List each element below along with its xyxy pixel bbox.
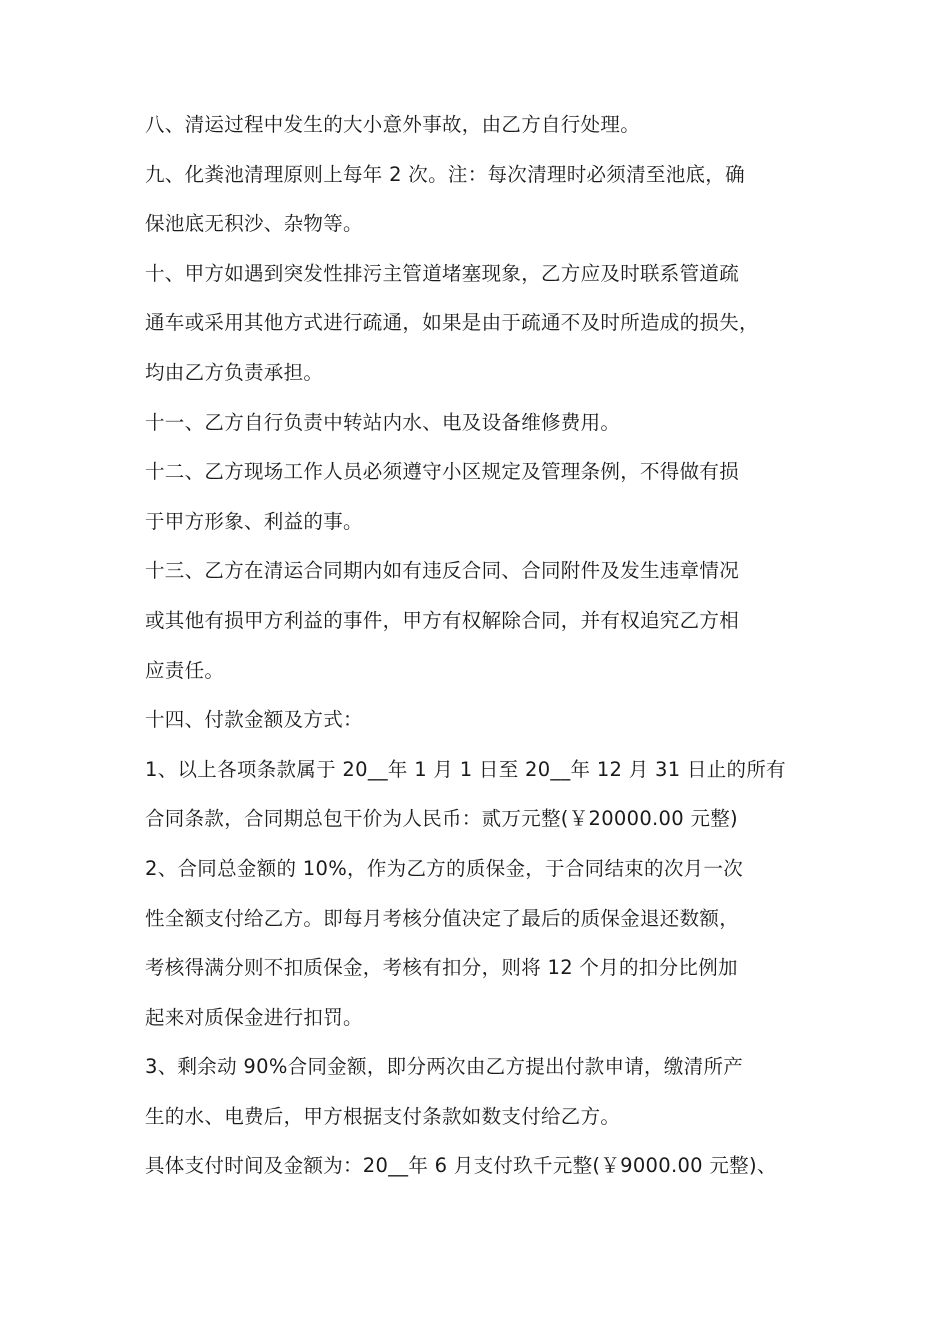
clause-13-line-2: 或其他有损甲方利益的事件，甲方有权解除合同，并有权追究乙方相 <box>145 608 740 632</box>
payment-item-2-line-1: 2、合同总金额的 10%，作为乙方的质保金，于合同结束的次月一次 <box>145 856 744 880</box>
clause-12-line-1: 十二、乙方现场工作人员必须遵守小区规定及管理条例，不得做有损 <box>145 460 740 484</box>
payment-item-2-line-3: 考核得满分则不扣质保金，考核有扣分，则将 12 个月的扣分比例加 <box>145 956 738 980</box>
payment-schedule-line: 具体支付时间及金额为：20__年 6 月支付玖千元整(￥9000.00 元整)、 <box>145 1154 777 1178</box>
clause-10-line-3: 均由乙方负责承担。 <box>145 360 324 384</box>
clause-11-line: 十一、乙方自行负责中转站内水、电及设备维修费用。 <box>145 410 621 434</box>
clause-13-line-3: 应责任。 <box>145 658 225 682</box>
clause-12-line-2: 于甲方形象、利益的事。 <box>145 509 363 533</box>
clause-13-line-1: 十三、乙方在清运合同期内如有违反合同、合同附件及发生违章情况 <box>145 559 740 583</box>
clause-8-line: 八、清运过程中发生的大小意外事故，由乙方自行处理。 <box>145 113 641 136</box>
contract-text <box>145 100 825 1191</box>
payment-item-1-line-1: 1、以上各项条款属于 20__年 1 月 1 日至 20__年 12 月 31 日止的所有 <box>145 757 786 781</box>
clause-14-heading: 十四、付款金额及方式： <box>145 708 363 732</box>
clause-10-line-1: 十、甲方如遇到突发性排污主管道堵塞现象，乙方应及时联系管道疏 <box>145 261 740 285</box>
payment-item-3-line-2: 生的水、电费后，甲方根据支付条款如数支付给乙方。 <box>145 1104 621 1128</box>
payment-item-1-line-2: 合同条款，合同期总包干价为人民币：贰万元整(￥20000.00 元整) <box>145 807 738 831</box>
payment-item-2-line-2: 性全额支付给乙方。即每月考核分值决定了最后的质保金退还数额， <box>145 906 740 930</box>
clause-9-line-1: 九、化粪池清理原则上每年 2 次。注：每次清理时必须清至池底，确 <box>145 162 745 186</box>
payment-item-3-line-1: 3、剩余动 90%合同金额，即分两次由乙方提出付款申请，缴清所产 <box>145 1055 744 1079</box>
payment-item-2-line-4: 起来对质保金进行扣罚。 <box>145 1005 363 1029</box>
clause-9-line-2: 保池底无积沙、杂物等。 <box>145 212 363 236</box>
clause-10-line-2: 通车或采用其他方式进行疏通，如果是由于疏通不及时所造成的损失， <box>145 311 759 335</box>
